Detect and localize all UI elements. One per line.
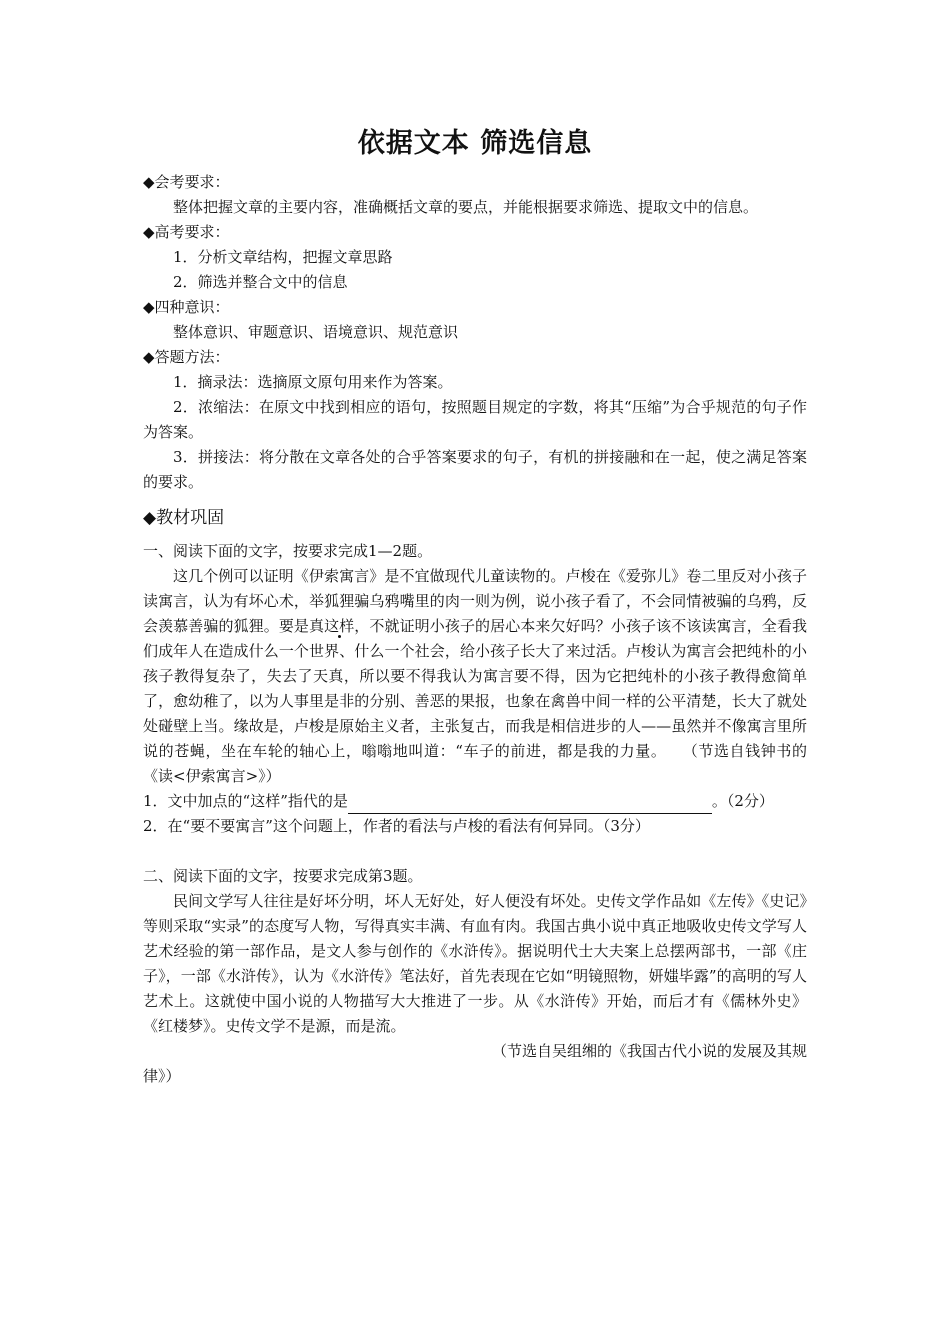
question-1-text: 1．文中加点的“这样”指代的是: [143, 792, 348, 810]
exercise2-passage: 民间文学写人往往是好坏分明，坏人无好处，好人便没有坏处。史传文学作品如《左传》《史记》等则采取“实录”的态度写人物，写得真实丰满、有血有肉。我国古典小说中真正地吸收史传文学写人艺术经验的第一部作品，是文人参与创作的《水浒传》。据说明代士大夫案上总摆两部书，一部《庄子》，一部《水浒传》，认为《水浒传》笔法好，首先表现在它如“明镜照物，妍媸毕露”的高明的写人艺术上。这就使中国小说的人物描写大大推进了一步。从《水浒传》开始，而后才有《儒林外史》《红楼梦》。史传文学不是源，而是流。: [143, 892, 807, 1035]
exercise2-source-end: 律》）: [143, 1067, 181, 1085]
page-title: 依据文本 筛选信息: [357, 128, 593, 159]
dotted-word: 这样: [324, 617, 355, 635]
exercise2-intro: 二、阅读下面的文字，按要求完成第3题。: [143, 867, 423, 885]
question-1-score: 。（2分）: [711, 792, 774, 810]
dati-item-1: 1．摘录法：选摘原文原句用来作为答案。: [173, 373, 453, 391]
sizhong-text: 整体意识、审题意识、语境意识、规范意识: [173, 323, 459, 341]
exercise1-passage: [143, 564, 807, 789]
gaokao-heading: ◆高考要求：: [143, 223, 230, 241]
dati-item-3: 3．拼接法：将分散在文章各处的合乎答案要求的句子，有机的拼接融和在一起，使之满足答案的要求。: [143, 448, 807, 491]
question-2: 2．在“要不要寓言”这个问题上，作者的看法与卢梭的看法有何异同。（3分）: [143, 817, 650, 835]
sizhong-heading: ◆四种意识：: [143, 298, 230, 316]
exercise2-source: （节选自吴组缃的《我国古代小说的发展及其规: [491, 1042, 807, 1060]
gaokao-item-1: 1．分析文章结构，把握文章思路: [173, 248, 393, 266]
gaokao-item-2: 2．筛选并整合文中的信息: [173, 273, 348, 291]
dati-item-2: 2．浓缩法：在原文中找到相应的语句，按照题目规定的字数，将其“压缩”为合乎规范的句子作为答案。: [143, 398, 807, 441]
huikao-heading: ◆会考要求：: [143, 173, 230, 191]
exercise1-intro: 一、阅读下面的文字，按要求完成1—2题。: [143, 542, 433, 560]
huikao-text: 整体把握文章的主要内容，准确概括文章的要点，并能根据要求筛选、提取文中的信息。: [173, 198, 759, 216]
jiaocai-heading: ◆教材巩固: [143, 508, 225, 528]
passage-part-a: 这几个例可以证明《伊索寓言》是不宜做现代儿童读物的。卢梭在《爱弥儿》卷二里反对小孩子读寓言，认为有坏心术，举狐狸骗乌鸦嘴里的肉一则为例，说小孩子看了，不会同情被骗的乌鸦，反会羡慕善骗的狐狸。要是真: [143, 567, 807, 635]
dati-heading: ◆答题方法：: [143, 348, 230, 366]
question-1: [143, 789, 807, 814]
passage-part-b: ，不就证明小孩子的居心本来欠好吗？小孩子该不该读寓言，全看我们成年人在造成什么一个世界、什么一个社会，给小孩子长大了来过活。卢梭认为寓言会把纯朴的小孩子教得复杂了，失去了天真，所以要不得我认为寓言要不得，因为它把纯朴的小孩子教得愈简单了，愈幼稚了，以为人事里是非的分别、善恶的果报，也象在禽兽中间一样的公平清楚，长大了就处处碰壁上当。缘故是，卢梭是原始主义者，主张复古，而我是相信进步的人——虽然并不像寓言里所说的苍蝇，坐在车轮的轴心上，嗡嗡地叫道：“车子的前进，都是我的力量。 （节选自钱钟书的《读<伊索寓言>》）: [143, 617, 807, 785]
answer-blank[interactable]: [348, 795, 712, 814]
